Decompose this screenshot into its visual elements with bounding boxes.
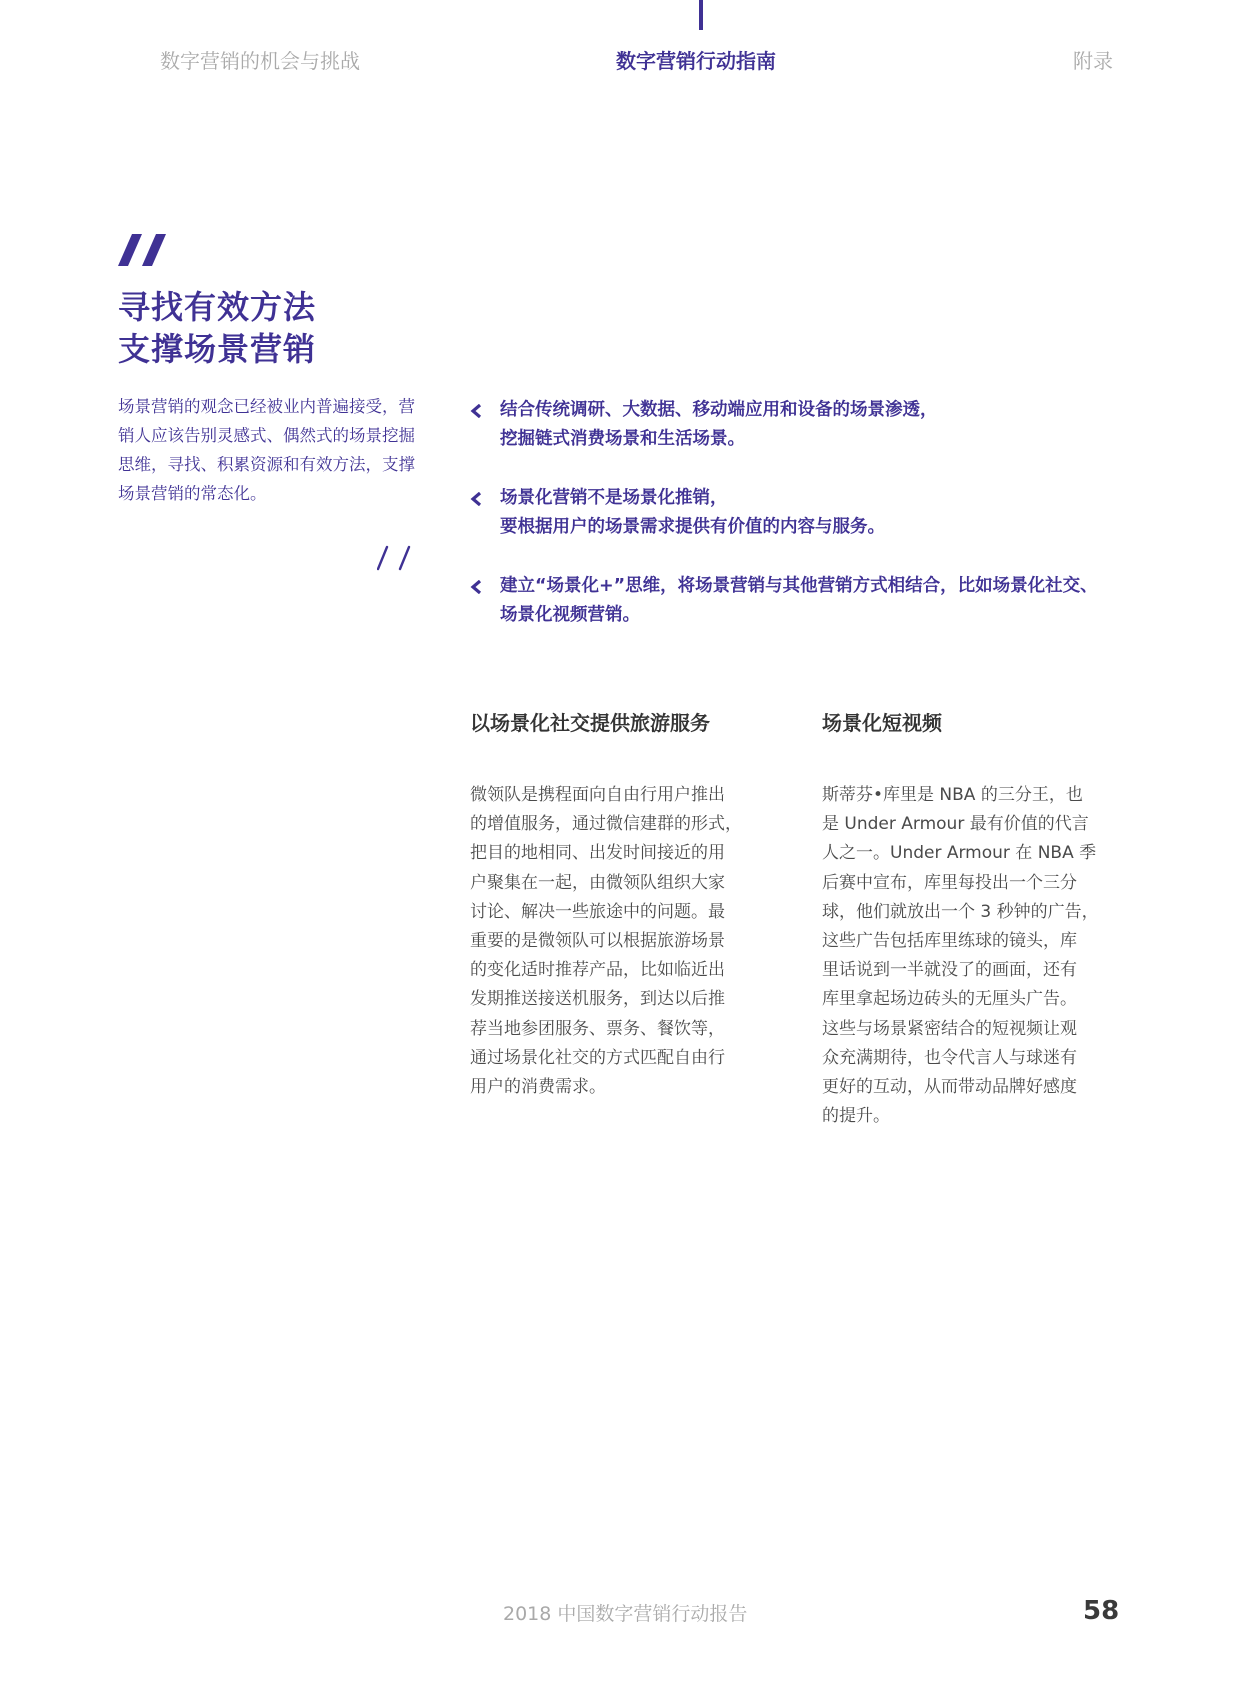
nav-chapter-appendix[interactable]: 附录 (1073, 49, 1113, 73)
body-line: 球，他们就放出一个 3 秒钟的广告， (822, 901, 1099, 922)
chevron-left-icon (470, 404, 482, 418)
end-quote-slash-icon (377, 545, 411, 571)
body-line: 众充满期待，也令代言人与球迷有 (822, 1047, 1077, 1068)
nav-chapter-action-guide[interactable]: 数字营销行动指南 (616, 49, 776, 73)
key-points-list (470, 396, 1130, 630)
body-line: 荐当地参团服务、票务、餐饮等， (470, 1018, 725, 1039)
key-point-line: 要根据用户的场景需求提供有价值的内容与服务。 (500, 517, 885, 537)
body-line: 人之一。Under Armour 在 NBA 季 (822, 843, 1097, 864)
body-line: 库里拿起场边砖头的无厘头广告。 (822, 989, 1077, 1010)
section-intro: 场景营销的观念已经被业内普遍接受，营销人应该告别灵感式、偶然式的场景挖掘思维，寻找、积累资源和有效方法，支撑场景营销的常态化。 (118, 397, 415, 503)
key-point-line: 建立“场景化+”思维，将场景营销与其他营销方式相结合，比如场景化社交、 (500, 576, 1098, 596)
body-line: 通过场景化社交的方式匹配自由行 (470, 1047, 725, 1068)
body-line: 户聚集在一起，由微领队组织大家 (470, 872, 725, 893)
body-line: 微领队是携程面向自由行用户推出 (470, 785, 725, 805)
chevron-left-icon (470, 580, 482, 594)
body-line: 这些广告包括库里练球的镜头，库 (822, 931, 1077, 952)
key-point-line: 场景化视频营销。 (500, 605, 640, 625)
body-line: 后赛中宣布，库里每投出一个三分 (822, 872, 1077, 893)
key-point (470, 484, 1130, 542)
section-title-line-1: 寻找有效方法 (118, 288, 317, 326)
body-line: 这些与场景紧密结合的短视频让观 (822, 1018, 1077, 1039)
body-line: 讨论、解决一些旅途中的问题。最 (470, 901, 725, 922)
nav-chapter-opportunities[interactable]: 数字营销的机会与挑战 (160, 49, 360, 73)
section-title-line-2: 支撑场景营销 (118, 330, 317, 368)
body-line: 把目的地相同、出发时间接近的用 (470, 843, 725, 864)
body-line: 是 Under Armour 最有价值的代言 (822, 814, 1089, 835)
key-point (470, 572, 1130, 630)
case-social-heading: 以场景化社交提供旅游服务 (470, 711, 710, 735)
key-point-line: 场景化营销不是场景化推销， (500, 488, 728, 508)
case-social-body (470, 781, 770, 1102)
page-number: 58 (1083, 1596, 1120, 1626)
body-line: 用户的消费需求。 (470, 1077, 606, 1098)
case-social-travel (470, 709, 770, 1102)
body-line: 的增值服务，通过微信建群的形式， (470, 814, 742, 835)
body-line: 发期推送接送机服务，到达以后推 (470, 989, 725, 1010)
body-line: 的变化适时推荐产品，比如临近出 (470, 960, 725, 981)
section-title (118, 286, 316, 370)
double-slash-icon (118, 234, 168, 266)
footer-report-title: 2018 中国数字营销行动报告 (503, 1603, 748, 1625)
case-short-video (822, 709, 1122, 1131)
key-point (470, 396, 1130, 454)
body-line: 的提升。 (822, 1106, 890, 1127)
key-point-line: 结合传统调研、大数据、移动端应用和设备的场景渗透， (500, 400, 938, 420)
case-video-heading: 场景化短视频 (822, 711, 942, 735)
case-video-body (822, 781, 1122, 1131)
chevron-left-icon (470, 492, 482, 506)
body-line: 重要的是微领队可以根据旅游场景 (470, 931, 725, 952)
body-line: 更好的互动，从而带动品牌好感度 (822, 1077, 1077, 1098)
top-marker-bar (699, 0, 703, 30)
body-line: 里话说到一半就没了的画面，还有 (822, 960, 1077, 981)
key-point-line: 挖掘链式消费场景和生活场景。 (500, 429, 745, 449)
body-line: 斯蒂芬•库里是 NBA 的三分王，也 (822, 785, 1083, 805)
